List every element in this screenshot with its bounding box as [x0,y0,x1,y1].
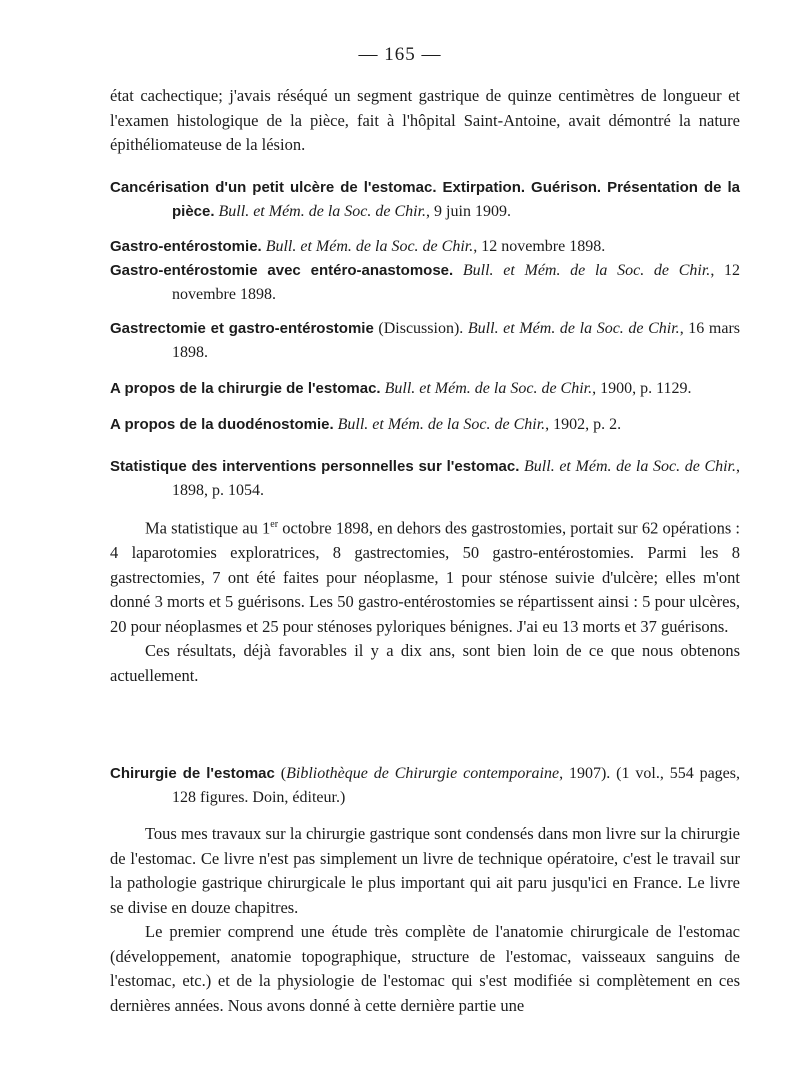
entry-details: , 16 mars 1898. [172,320,741,361]
intro-block [110,84,740,158]
stats-text-start: Ma statistique au 1 [145,518,271,538]
entry-title: Cancérisation d'un petit ulcère de l'estomac. Extirpation. Guérison. Présentation de la pièce. [110,179,740,220]
book-title: Chirurgie de l'estomac [110,765,275,782]
book-collection: Bibliothèque de Chirurgie contemporaine [286,765,560,782]
bibliography-entry [110,377,740,401]
entry-title: Gastrectomie et gastro-entérostomie [110,320,374,337]
page-number-header: — 165 — [358,44,442,65]
entry-details: , 1898, p. 1054. [172,458,741,499]
entry-journal: Bull. et Mém. de la Soc. de Chir. [462,262,711,279]
book-details: , 1907). (1 vol., 554 pages, 128 figures. Doin, éditeur.) [172,765,741,806]
stats-superscript: er [270,519,279,530]
book-entry [110,762,740,810]
bibliography-entry [110,176,740,224]
book-paren-open: ( [274,765,287,782]
entry-1 [110,176,740,224]
entry-title: Statistique des interventions personnelles sur l'estomac. [110,458,520,475]
book-entry-block [110,762,740,810]
stats-paragraph [110,513,740,639]
entry-3 [110,259,740,307]
entry-journal: Bull. et Mém. de la Soc. de Chir. [265,238,474,255]
entry-title: Gastro-entérostomie avec entéro-anastomose. [110,262,454,279]
entry-7 [110,455,740,503]
bibliography-entry [110,317,740,365]
entry-journal: Bull. et Mém. de la Soc. de Chir. [218,203,427,220]
book-paragraph-2: Le premier comprend une étude très complète de l'anatomie chirurgicale de l'estomac (développement, anatomie topographique, structure de l'estomac, vaisseaux sanguins de l'estomac, etc.) et de la physiologie de l'estomac qui s'est modifiée si complètement en ces dernières années. Nous avons donné à cette dernière partie une [110,922,740,1015]
entry-details: , 1900, p. 1129. [592,380,692,397]
entry-details: , 12 novembre 1898. [473,238,606,255]
entry-journal: Bull. et Mém. de la Soc. de Chir. [524,458,737,475]
entry-title-suffix: (Discussion). [373,320,464,337]
entry-5 [110,377,740,401]
entry-journal: Bull. et Mém. de la Soc. de Chir. [467,320,680,337]
stats-text-rest: octobre 1898, en dehors des gastrostomies, portait sur 62 opérations : 4 laparotomies exploratrices, 8 gastrectomies, 50 gastro-entérostomies. Parmi les 8 gastrectomies, 7 ont été faites pour néoplasme, 1 pour sténose suivie d'ulcère; elles m'ont donné 3 morts et 5 guérisons. Les 50 gastro-entérostomies se répartissent ainsi : 5 pour ulcères, 20 pour néoplasmes et 25 pour sténoses pyloriques bénignes. J'ai eu 13 morts et 37 guérisons. [110,518,740,636]
entry-4 [110,317,740,365]
bibliography-entry [110,235,740,259]
entry-journal: Bull. et Mém. de la Soc. de Chir. [337,416,546,433]
stats-block [110,513,740,688]
book-description-block [110,822,740,1018]
bibliography-entry [110,455,740,503]
book-paragraph-1: Tous mes travaux sur la chirurgie gastrique sont condensés dans mon livre sur la chirurgie de l'estomac. Ce livre n'est pas simplement un livre de technique opératoire, c'est le travail sur la pathologie gastrique chirurgicale le plus important qui ait paru jusqu'ici en France. Le livre se divise en douze chapitres. [110,824,740,917]
results-paragraph: Ces résultats, déjà favorables il y a dix ans, sont bien loin de ce que nous obtenons actuellement. [110,641,740,685]
entry-title: A propos de la duodénostomie. [110,416,334,433]
entry-title: A propos de la chirurgie de l'estomac. [110,380,381,397]
entry-title: Gastro-entérostomie. [110,238,262,255]
bibliography-entry [110,413,740,437]
entry-journal: Bull. et Mém. de la Soc. de Chir. [384,380,593,397]
bibliography-entry [110,259,740,307]
entry-details: , 9 juin 1909. [426,203,511,220]
entry-details: , 1902, p. 2. [545,416,622,433]
entry-details: , 12 novembre 1898. [172,262,741,303]
intro-paragraph: état cachectique; j'avais réséqué un segment gastrique de quinze centimètres de longueur et l'examen histologique de la pièce, fait à l'hôpital Saint-Antoine, avait démontré la nature épithéliomateuse de la lésion. [110,86,740,154]
entry-2 [110,235,740,259]
entry-6 [110,413,740,437]
